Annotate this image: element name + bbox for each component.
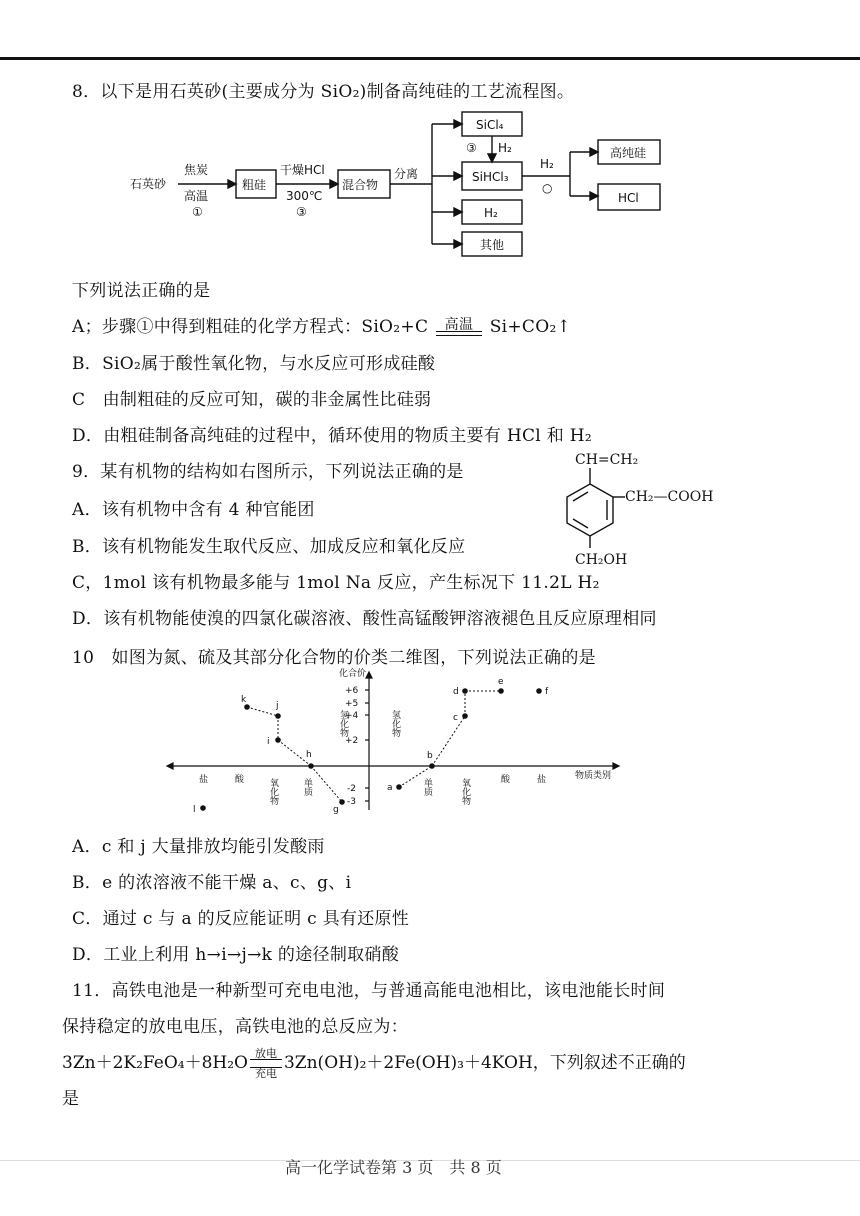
point-f	[536, 688, 542, 694]
point-k	[244, 704, 250, 710]
point-e	[498, 688, 504, 694]
point-j	[275, 713, 281, 719]
q9-side: CH₂—COOH	[625, 489, 714, 505]
label-j: j	[276, 701, 279, 711]
label-g: g	[333, 805, 339, 815]
flow-h2: H₂	[484, 206, 498, 220]
flow-start: 石英砂	[130, 177, 167, 191]
q11-equation	[62, 1048, 686, 1079]
top-margin	[0, 0, 860, 58]
q9-title: 9．某有机物的结构如右图所示，下列说法正确的是	[72, 462, 464, 482]
q11-eq-down: 充电	[254, 1067, 277, 1080]
q8-flow-diagram	[120, 108, 680, 268]
point-d	[462, 688, 468, 694]
q8-a-cond-arrow	[436, 316, 482, 336]
point-i	[275, 737, 281, 743]
flow-crude: 粗硅	[242, 178, 267, 192]
flow-sep: 分离	[394, 167, 419, 181]
tick-p5: +5	[345, 699, 359, 709]
point-a	[396, 784, 402, 790]
q9-option-b: B．该有机物能发生取代反应、加成反应和氧化反应	[72, 537, 466, 557]
q11-line4: 是	[62, 1089, 80, 1109]
label-e: e	[498, 677, 504, 687]
q11-line2: 保持稳定的放电电压，高铁电池的总反应为：	[62, 1017, 408, 1037]
top-border	[0, 57, 860, 60]
label-k: k	[241, 695, 247, 705]
label-b: b	[427, 751, 433, 761]
q9-option-c: C，1mol 该有机物最多能与 1mol Na 反应，产生标况下 11.2L H₂	[72, 573, 600, 593]
flow-sicl4: SiCl₄	[476, 118, 504, 132]
flow-sihcl3: SiHCl₃	[472, 170, 509, 184]
label-l: l	[193, 805, 196, 815]
point-c	[462, 713, 468, 719]
point-g	[339, 799, 345, 805]
q10-option-a: A．c 和 j 大量排放均能引发酸雨	[72, 837, 325, 857]
label-c: c	[453, 713, 458, 723]
q11-eq-left: 3Zn＋2K₂FeO₄＋8H₂O	[62, 1053, 248, 1073]
q10-option-c: C．通过 c 与 a 的反应能证明 c 具有还原性	[72, 909, 410, 929]
cat-left-acid: 酸	[235, 775, 245, 785]
label-f: f	[545, 687, 549, 697]
q8-option-a	[72, 312, 571, 337]
footer-text: 高一化学试卷第 3 页 共 8 页	[285, 1158, 502, 1177]
q10-chart	[165, 666, 625, 822]
flow-step1-num: ①	[192, 205, 203, 219]
q8-option-d: D．由粗硅制备高纯硅的过程中，循环使用的物质主要有 HCl 和 H₂	[72, 426, 592, 446]
flow-step1-top: 焦炭	[184, 163, 209, 177]
q8-a-post: Si+CO₂↑	[489, 317, 572, 337]
cat-right-oxide: 氧化物	[460, 778, 470, 805]
tick-p6: +6	[345, 686, 359, 696]
q10-option-d: D．工业上利用 h→i→j→k 的途径制取硝酸	[72, 945, 400, 965]
point-l	[200, 805, 206, 811]
q9-bottom: CH₂OH	[575, 552, 628, 568]
hydride-right: 氢化物	[390, 710, 400, 737]
point-h	[308, 763, 314, 769]
tick-m3: -3	[347, 797, 356, 807]
cat-left-element: 单质	[302, 778, 312, 796]
q11-eq-right: 3Zn(OH)₂＋2Fe(OH)₃＋4KOH，下列叙述不正确的	[283, 1053, 686, 1073]
q10-title: 10 如图为氮、硫及其部分化合物的价类二维图，下列说法正确的是	[72, 648, 596, 668]
q8-option-c: C 由制粗硅的反应可知，碳的非金属性比硅弱	[72, 390, 432, 410]
point-b	[429, 763, 435, 769]
tick-p4: +4	[345, 711, 359, 721]
q11-line1: 11．高铁电池是一种新型可充电电池，与普通高能电池相比，该电池能长时间	[72, 981, 666, 1001]
q9-option-d: D．该有机物能使溴的四氯化碳溶液、酸性高锰酸钾溶液褪色且反应原理相同	[72, 609, 657, 629]
chart-yaxis-label: 化合价	[339, 669, 367, 679]
q8-prompt: 下列说法正确的是	[72, 281, 211, 301]
page-footer	[0, 1160, 860, 1216]
tick-p2: +2	[345, 736, 359, 746]
tick-m2: -2	[347, 784, 356, 794]
q10-option-b: B．e 的浓溶液不能干燥 a、c、g、i	[72, 873, 352, 893]
flow-step3-num: ③	[466, 141, 477, 155]
hydride-left: 氢化物	[338, 710, 348, 737]
q8-a-pre: A；步骤①中得到粗硅的化学方程式：SiO₂+C	[72, 317, 429, 337]
q8-a-cond: 高温	[444, 316, 474, 333]
q8-title: 8．以下是用石英砂(主要成分为 SiO₂)制备高纯硅的工艺流程图。	[72, 82, 575, 102]
q9-structure	[555, 448, 735, 572]
cat-right-acid: 酸	[501, 775, 511, 785]
flow-other: 其他	[480, 238, 505, 252]
label-h: h	[306, 750, 312, 760]
flow-step3-h2: H₂	[498, 141, 512, 155]
q11-eq-up: 放电	[254, 1047, 277, 1060]
cat-left-salt: 盐	[199, 775, 209, 785]
flow-step1-bot: 高温	[184, 189, 209, 203]
chart-xaxis-label: 物质类别	[575, 771, 612, 781]
cat-right-salt: 盐	[537, 775, 547, 785]
flow-pure: 高纯硅	[610, 146, 647, 160]
cat-left-oxide: 氧化物	[268, 778, 278, 805]
flow-hcl: HCl	[618, 191, 639, 205]
flow-step4-num: ○	[542, 181, 553, 195]
label-i: i	[267, 737, 270, 747]
flow-step2-bot: 300℃	[286, 189, 323, 203]
label-a: a	[387, 783, 393, 793]
flow-mixture: 混合物	[342, 178, 379, 192]
q11-eq-arrow	[250, 1048, 282, 1079]
flow-step2-top: 干燥HCl	[280, 163, 325, 177]
flow-step2-num: ③	[296, 205, 307, 219]
q9-option-a: A．该有机物中含有 4 种官能团	[72, 500, 315, 520]
q9-vinyl: CH=CH₂	[575, 452, 639, 468]
cat-right-element: 单质	[422, 778, 432, 796]
q8-option-b: B．SiO₂属于酸性氧化物，与水反应可形成硅酸	[72, 354, 436, 374]
label-d: d	[453, 687, 459, 697]
flow-step4-h2: H₂	[540, 157, 554, 171]
